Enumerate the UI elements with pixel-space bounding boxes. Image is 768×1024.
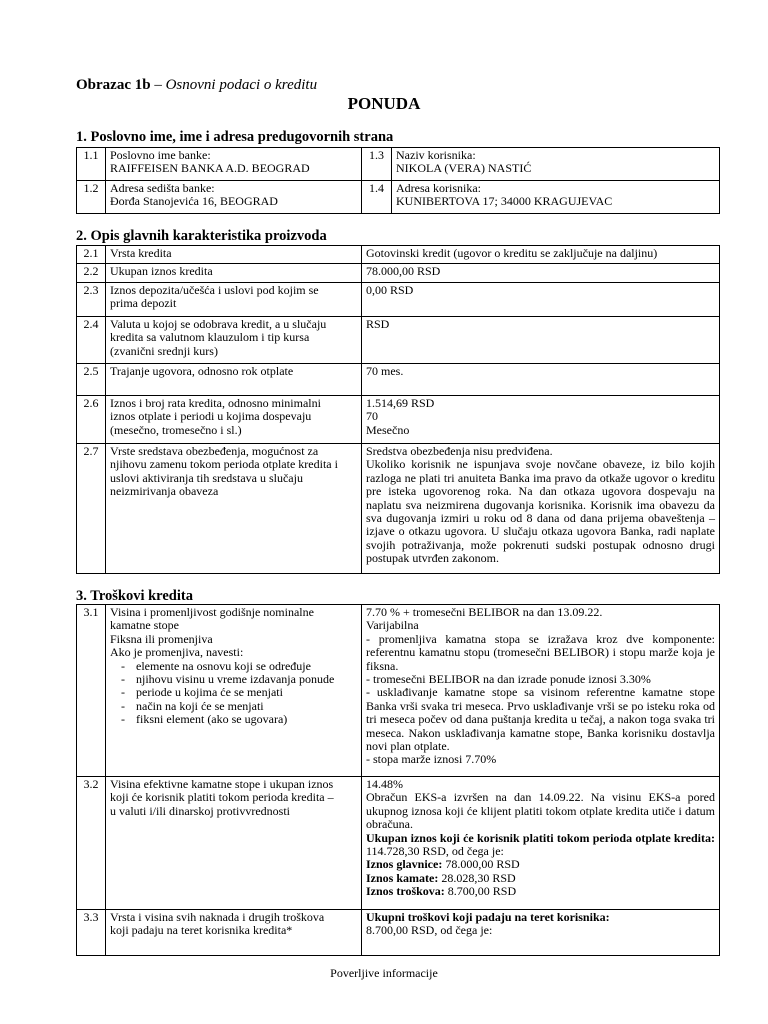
row-label — [106, 605, 362, 777]
list-item-text: način na koji će se menjati — [136, 698, 264, 713]
table-row — [77, 283, 720, 317]
label-line: koji padaju na teret korisnika kredita* — [110, 923, 293, 938]
table-row — [77, 605, 720, 777]
label-line: kredita sa valutnom klauzulom i tip kursa — [110, 330, 310, 345]
bank-address-value: Đorđa Stanojevića 16, BEOGRAD — [110, 194, 278, 209]
total-payable-label: Ukupan iznos koji će korisnik platiti tokom perioda otplate kredita: — [366, 830, 715, 845]
section-1-heading: 1. Poslovno ime, ime i adresa predugovornih strana — [76, 129, 394, 145]
total-payable — [366, 832, 715, 859]
row-number: 3.1 — [77, 605, 106, 777]
row-label — [106, 910, 362, 956]
collateral-note: Sredstva obezbeđenja nisu predviđena. — [366, 444, 553, 458]
label-line: Visina i promenljivost godišnje nominalne — [110, 605, 314, 619]
row-number: 2.2 — [77, 264, 106, 283]
principal-line — [366, 858, 715, 871]
bullet-dash: - — [121, 698, 125, 713]
row-label — [106, 777, 362, 910]
principal-value: 78.000,00 RSD — [442, 857, 520, 872]
row-number: 3.2 — [77, 777, 106, 910]
features-table — [76, 245, 720, 574]
row-label: Ukupan iznos kredita — [106, 264, 362, 283]
list-item — [110, 660, 357, 673]
currency-value: RSD — [362, 317, 720, 364]
installment-amount: 1.514,69 RSD — [366, 396, 435, 410]
row-number: 1.1 — [77, 148, 106, 181]
row-number: 1.3 — [362, 148, 392, 181]
list-item-text: elemente na osnovu koji se određuje — [136, 658, 311, 673]
label-line: (zvanični srednji kurs) — [110, 343, 218, 358]
bank-address-cell — [106, 181, 362, 214]
table-row — [77, 910, 720, 956]
deposit-value: 0,00 RSD — [362, 283, 720, 317]
section-3-heading: 3. Troškovi kredita — [76, 588, 193, 604]
loan-type-value: Gotovinski kredit (ugovor o kreditu se zaključuje na daljinu) — [366, 246, 658, 260]
costs-value: 8.700,00 RSD — [444, 884, 517, 899]
termination-text: Ukoliko korisnik ne ispunjava svoje novčane obaveze, iz bilo kojih razloga ne plati tri anuiteta Banka ima pravo da otkaže ugovor o kreditu pre isteka ugovorenog roka. Na dan otkaza ugovora dospevaju na naplatu sva neizmirena dugovanja korisnika. Korisnik ima obavezu da sva dugovanja izmiri u roku od 8 dana od dana prijema obaveštenja – izjave o otkazu ugovora. U slučaju otkaza ugovora Banka, radi naplate svojih potraživanja, može pokrenuti sudski postupak odnosno drugi postupak utvrđen zakonom. — [366, 457, 715, 566]
table-row — [77, 246, 720, 264]
duration-value: 70 mes. — [362, 364, 720, 396]
bullet-dash: - — [121, 685, 125, 700]
label-line: Visina efektivne kamatne stope i ukupan iznos — [110, 777, 334, 791]
row-label: Vrsta kredita — [106, 246, 362, 264]
form-title-separator: – — [150, 77, 166, 93]
label-line: njihovu zamenu tokom perioda otplate kredita i — [110, 457, 338, 472]
belibor-value: - tromesečni BELIBOR na dan izrade ponude iznosi 3.30% — [366, 672, 651, 687]
row-label — [106, 444, 362, 574]
client-address-label: Adresa korisnika: — [396, 181, 481, 195]
table-row — [77, 364, 720, 396]
row-label — [106, 317, 362, 364]
total-amount-value: 78.000,00 RSD — [362, 264, 720, 283]
principal-label: Iznos glavnice: — [366, 857, 443, 872]
row-number: 2.7 — [77, 444, 106, 574]
table-row — [77, 148, 720, 181]
label-line: u valuti i/ili dinarskoj protivvrednosti — [110, 803, 290, 818]
interest-type: Varijabilna — [366, 618, 419, 633]
bank-name-cell — [106, 148, 362, 181]
interest-line — [366, 872, 715, 885]
bank-name-value: RAIFFEISEN BANKA A.D. BEOGRAD — [110, 161, 310, 176]
row-number: 2.1 — [77, 246, 106, 264]
total-payable-value: 114.728,30 RSD, od čega je: — [366, 844, 504, 859]
label-line: uslovi aktiviranja tih sredstava u slučaju — [110, 470, 303, 485]
list-item-text: njihovu visinu u vreme izdavanja ponude — [136, 672, 335, 687]
client-name-cell — [392, 148, 720, 181]
label-line: neizmirivanja obaveza — [110, 484, 219, 499]
client-name-value: NIKOLA (VERA) NASTIĆ — [396, 161, 532, 176]
document-title: PONUDA — [347, 94, 421, 113]
label-line: kamatne stope — [110, 618, 179, 633]
label-line: koji će korisnik platiti tokom perioda kredita – — [110, 790, 334, 805]
fees-cell — [362, 910, 720, 956]
form-code: Obrazac 1b — [76, 77, 151, 93]
interest-components: - promenljiva kamatna stopa se izražava kroz dve komponente: referentnu kamatnu stopu (tromesečni BELIBOR) i stopu marže koja je fiksna. — [366, 631, 715, 673]
row-label — [106, 396, 362, 444]
costs-line — [366, 885, 715, 898]
label-line: Valuta u kojoj se odobrava kredit, a u slučaju — [110, 317, 327, 331]
total-fees-label: Ukupni troškovi koji padaju na teret korisnika: — [366, 910, 610, 924]
interest-label: Iznos kamate: — [366, 870, 439, 885]
client-address-value: KUNIBERTOVA 17; 34000 KRAGUJEVAC — [396, 194, 613, 209]
bullet-dash: - — [121, 672, 125, 687]
label-line: Ako je promenjiva, navesti: — [110, 645, 244, 660]
form-name: Osnovni podaci o kreditu — [165, 77, 318, 93]
interest-value: 28.028,30 RSD — [438, 870, 516, 885]
label-line: prima depozit — [110, 296, 177, 311]
table-row — [77, 777, 720, 910]
parties-table — [76, 147, 720, 214]
row-number: 2.4 — [77, 317, 106, 364]
label-line: Vrsta i visina svih naknada i drugih troškova — [110, 910, 325, 924]
row-value — [362, 246, 720, 264]
list-item-text: periode u kojima će se menjati — [136, 685, 283, 700]
client-address-cell — [392, 181, 720, 214]
row-number: 1.2 — [77, 181, 106, 214]
table-row — [77, 181, 720, 214]
table-row — [77, 396, 720, 444]
costs-label: Iznos troškova: — [366, 884, 445, 899]
bank-name-label: Poslovno ime banke: — [110, 148, 211, 162]
list-item — [110, 700, 357, 713]
installment-count: 70 — [366, 409, 378, 424]
bank-address-label: Adresa sedišta banke: — [110, 181, 215, 195]
row-number: 1.4 — [362, 181, 392, 214]
label-line: Fiksna ili promenjiva — [110, 631, 213, 646]
row-number: 3.3 — [77, 910, 106, 956]
interest-rate-cell — [362, 605, 720, 777]
section-2-heading: 2. Opis glavnih karakteristika proizvoda — [76, 228, 327, 244]
label-line: (mesečno, tromesečno i sl.) — [110, 422, 242, 437]
row-number: 2.6 — [77, 396, 106, 444]
list-item — [110, 686, 357, 699]
row-label: Trajanje ugovora, odnosno rok otplate — [106, 364, 362, 396]
costs-table — [76, 604, 720, 956]
row-number: 2.3 — [77, 283, 106, 317]
interest-rate-value: 7.70 % + tromesečni BELIBOR na dan 13.09.22. — [366, 605, 603, 619]
installment-cell — [362, 396, 720, 444]
adjustment-text: - usklađivanje kamatne stope sa visinom referentne kamatne stope Banka vrši svaka tri meseca. Prvo usklađivanje vrši se po isteku roka od tri meseca počev od dana puštanja kredita u tečaj, a nakon toga svaka tri meseca. Nakon usklađivanja kamatne stope, Banka korisniku dostavlja novi plan otplate. — [366, 685, 715, 754]
installment-period: Mesečno — [366, 422, 410, 437]
effective-rate-value: 14.48% — [366, 777, 403, 791]
list-item — [110, 713, 357, 726]
total-fees-value: 8.700,00 RSD, od čega je: — [366, 923, 493, 938]
table-row — [77, 444, 720, 574]
margin-value: - stopa marže iznosi 7.70% — [366, 752, 497, 767]
label-line: Vrste sredstava obezbeđenja, mogućnost za — [110, 444, 319, 458]
eks-calculation-text: Obračun EKS-a izvršen na dan 14.09.22. Na visinu EKS-a pored ukupnog iznosa koji će klijent platiti tokom otplate kredita utiče i datum obračuna. — [366, 790, 715, 832]
label-line: Iznos depozita/učešća i uslovi pod kojim se — [110, 283, 319, 297]
list-item — [110, 673, 357, 686]
table-row — [77, 317, 720, 364]
label-line: iznos otplate i periodi u kojima dospevaju — [110, 409, 312, 424]
effective-rate-cell — [362, 777, 720, 910]
form-title — [76, 77, 317, 94]
collateral-cell — [362, 444, 720, 574]
label-line: Iznos i broj rata kredita, odnosno minimalni — [110, 396, 321, 410]
list-item-text: fiksni element (ako se ugovara) — [136, 712, 288, 727]
bullet-dash: - — [121, 712, 125, 727]
bullet-dash: - — [121, 658, 125, 673]
table-row — [77, 264, 720, 283]
footer-confidential: Poverljive informacije — [330, 966, 438, 980]
row-number: 2.5 — [77, 364, 106, 396]
client-name-label: Naziv korisnika: — [396, 148, 476, 162]
row-label — [106, 283, 362, 317]
